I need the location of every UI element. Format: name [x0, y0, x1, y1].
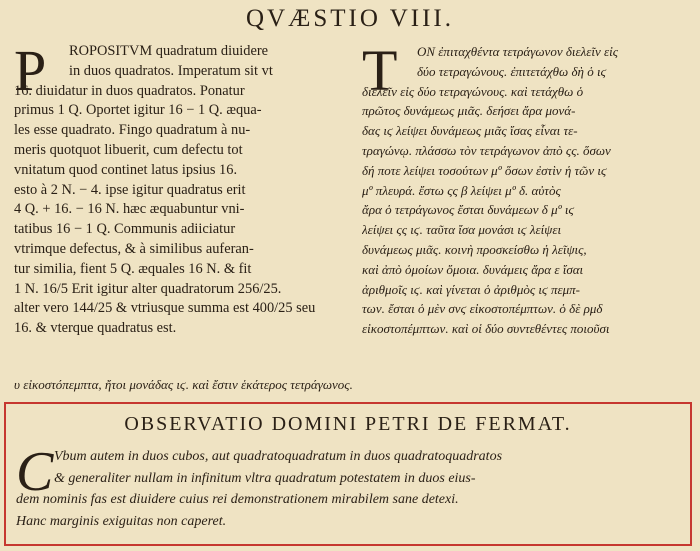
- observation-drop-cap: C: [16, 441, 54, 503]
- greek-line: λείψει ςς ιϛ. ταῦτα ἴσα μονάσι ιϛ λείψει: [362, 222, 562, 238]
- latin-line: vtrimque defectus, & à similibus auferan-: [14, 240, 254, 257]
- latin-line: 16. diuidatur in duos quadratos. Ponatur: [14, 82, 245, 99]
- greek-line: δας ιϛ λείψει δυνάμεως μιᾶς ἴσας εἶναι τε-: [362, 123, 578, 139]
- greek-line: πρῶτος δυνάμεως μιᾶς. δεήσει ἄρα μονά-: [362, 103, 576, 119]
- latin-line: meris quotquot libuerit, cum defectu tot: [14, 141, 243, 158]
- observation-line: & generaliter nullam in infinitum vltra quadratum potestatem in duos eius-: [54, 470, 476, 486]
- latin-line: vnitatum quod continet latus ipsius 16.: [14, 161, 238, 178]
- greek-line: δύο τετραγώνους. ἐπιτετάχθω δὴ ὁ ιϛ: [417, 63, 607, 79]
- greek-line: μº πλευρά. ἔστω ςς β λείψει μº δ. αὐτὸς: [362, 182, 561, 198]
- latin-line: tatibus 16 − 1 Q. Communis adiiciatur: [14, 221, 236, 238]
- observation-line: dem nominis fas est diuidere cuius rei demonstrationem mirabilem sane detexi.: [16, 492, 459, 507]
- latin-line: primus 1 Q. Oportet igitur 16 − 1 Q. æqua-: [14, 102, 262, 119]
- latin-line: esto à 2 N. − 4. ipse igitur quadratus erit: [14, 181, 246, 198]
- greek-line: καὶ ἀπὸ ὁμοίων ὅμοια. δυνάμεις ἄρα ε ἴσαι: [362, 261, 584, 277]
- greek-line: δυνάμεως μιᾶς. κοινὴ προσκείσθω ἡ λεῖψις,: [362, 241, 587, 257]
- observation-line: Vbum autem in duos cubos, aut quadratoquadratum in duos quadratoquadratos: [54, 449, 503, 464]
- greek-line: ἄρα ὁ τετράγωνος ἔσται δυνάμεων δ μº ιϛ: [362, 202, 575, 218]
- greek-line: εἰκοστοπέμπτων. καὶ οἱ δύο συντεθέντες ποιοῦσι: [362, 321, 610, 337]
- greek-column: [362, 42, 692, 392]
- latin-drop-cap: P: [14, 42, 47, 103]
- latin-column: [14, 42, 344, 392]
- latin-line: in duos quadratos. Imperatum sit vt: [69, 62, 273, 79]
- greek-line: ἀριθμοῖς ιϛ. καὶ γίνεται ὁ ἀριθμὸς ιϛ πεμπ-: [362, 281, 581, 297]
- observation-line: Hanc marginis exiguitas non caperet.: [16, 513, 227, 529]
- latin-line: ROPOSITVM quadratum diuidere: [69, 43, 269, 59]
- latin-line: les esse quadrato. Fingo quadratum à nu-: [14, 122, 251, 139]
- greek-line: δή ποτε λείψει τοσούτων μº ὅσων ἐστὶν ἡ τῶν ιϛ: [362, 162, 607, 178]
- greek-line: ON ἐπιταχθέντα τετράγωνον διελεῖν εἰς: [417, 44, 619, 59]
- latin-line: tur similia, fient 5 Q. æquales 16 N. & fit: [14, 260, 252, 277]
- latin-line: alter vero 144/25 & vtriusque summa est 400/25 seu: [14, 300, 316, 317]
- latin-line: 16. & vterque quadratus est.: [14, 320, 177, 337]
- fermat-observation-box: [4, 402, 692, 546]
- greek-drop-cap: T: [362, 42, 398, 103]
- latin-line: 4 Q. + 16. − 16 N. hæc æquabuntur vni-: [14, 201, 245, 218]
- observation-body: [16, 441, 686, 532]
- greek-line: τραγώνῳ. πλάσσω τὸν τετράγωνον ἀπὸ ςς. ὅσων: [362, 142, 611, 158]
- observation-title: OBSERVATIO DOMINI PETRI DE FERMAT.: [124, 413, 572, 435]
- greek-footer-line: υ εἰκοστόπεμπτα, ἤτοι μονάδας ιϛ. καὶ ἔστιν ἑκάτερος τετράγωνος.: [14, 377, 353, 392]
- greek-line: των. ἔσται ὁ μὲν σνϛ εἰκοστοπέμπτων. ὁ δὲ ρμδ: [362, 301, 603, 317]
- latin-line: 1 N. 16/5 Erit igitur alter quadratorum 256/25.: [14, 280, 282, 297]
- greek-line: διελεῖν εἰς δύο τετραγώνους. καὶ τετάχθω ὁ: [362, 83, 584, 99]
- page-heading: QVÆSTIO VIII.: [246, 5, 454, 32]
